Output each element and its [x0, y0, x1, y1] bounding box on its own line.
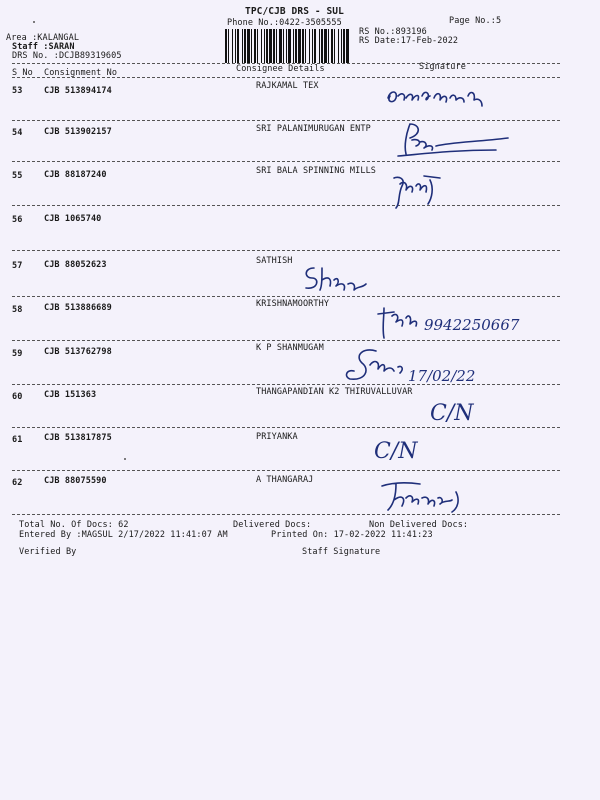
row-consignment: CJB 513886689	[44, 303, 112, 313]
column-header-consignee: Consignee Details	[236, 64, 325, 74]
page-number: Page No.:5	[449, 16, 502, 26]
column-header-consignment: Consignment No	[44, 68, 118, 78]
row-consignment: CJB 88075590	[44, 476, 107, 486]
verified-by: Verified By	[19, 547, 77, 557]
handwritten-phone: 9942250667	[424, 316, 520, 334]
row-divider	[12, 296, 560, 297]
row-sno: 62	[12, 478, 23, 488]
speck	[33, 21, 35, 23]
row-sno: 54	[12, 128, 23, 138]
phone-number: Phone No.:0422-3505555	[227, 18, 342, 28]
row-sno: 53	[12, 86, 23, 96]
row-divider	[12, 250, 560, 251]
signature-row-55	[388, 170, 458, 212]
row-consignment: CJB 513817875	[44, 433, 112, 443]
divider	[12, 77, 560, 78]
non-delivered-docs: Non Delivered Docs:	[369, 520, 469, 530]
row-consignment: CJB 513902157	[44, 127, 112, 137]
row-consignee: SATHISH	[256, 256, 293, 266]
column-header-signature: Signature	[419, 62, 466, 72]
staff-label: Staff :SARAN	[12, 42, 75, 52]
signature-row-60	[428, 394, 498, 428]
entered-by: Entered By :MAGSUL 2/17/2022 11:41:07 AM	[19, 530, 228, 540]
row-consignee: A THANGARAJ	[256, 475, 314, 485]
drs-number: DRS No. :DCJB89319605	[12, 51, 122, 61]
row-consignee: PRIYANKA	[256, 432, 298, 442]
column-header-sno: S No	[12, 68, 33, 78]
row-sno: 57	[12, 261, 23, 271]
total-docs: Total No. Of Docs: 62	[19, 520, 129, 530]
rs-number: RS No.:893196	[359, 27, 427, 37]
row-consignee: RAJKAMAL TEX	[256, 81, 319, 91]
rs-date: RS Date:17-Feb-2022	[359, 36, 459, 46]
row-sno: 56	[12, 215, 23, 225]
row-consignment: CJB 1065740	[44, 214, 102, 224]
row-divider	[12, 205, 560, 206]
row-sno: 55	[12, 171, 23, 181]
row-consignment: CJB 513762798	[44, 347, 112, 357]
row-consignee: THANGAPANDIAN K2 THIRUVALLUVAR	[256, 387, 413, 397]
signature-row-61	[372, 432, 442, 466]
speck	[124, 458, 126, 460]
signature-row-57	[300, 262, 380, 296]
barcode	[224, 29, 350, 63]
row-sno: 61	[12, 435, 23, 445]
row-sno: 58	[12, 305, 23, 315]
handwritten-date: 17/02/22	[408, 367, 476, 385]
delivered-docs: Delivered Docs:	[233, 520, 312, 530]
signature-row-62	[376, 476, 500, 516]
area-label: Area :KALANGAL	[6, 33, 80, 43]
row-consignment: CJB 88052623	[44, 260, 107, 270]
signature-row-53	[382, 82, 502, 118]
row-sno: 59	[12, 349, 23, 359]
staff-signature: Staff Signature	[302, 547, 381, 557]
signature-row-59	[340, 345, 510, 391]
row-consignee: SRI BALA SPINNING MILLS	[256, 166, 377, 176]
row-sno: 60	[12, 392, 23, 402]
row-consignee: K P SHANMUGAM	[256, 343, 324, 353]
printed-on: Printed On: 17-02-2022 11:41:23	[271, 530, 433, 540]
handwritten-cn: C/N	[374, 439, 418, 464]
sheet-title: TPC/CJB DRS - SUL	[245, 6, 344, 17]
row-consignment: CJB 151363	[44, 390, 97, 400]
row-consignment: CJB 88187240	[44, 170, 107, 180]
signature-row-54	[392, 120, 512, 162]
handwritten-cn: C/N	[430, 401, 474, 426]
signature-row-58	[374, 298, 580, 342]
row-consignment: CJB 513894174	[44, 86, 112, 96]
row-consignee: SRI PALANIMURUGAN ENTP	[256, 124, 371, 134]
row-divider	[12, 470, 560, 471]
row-consignee: KRISHNAMOORTHY	[256, 299, 330, 309]
